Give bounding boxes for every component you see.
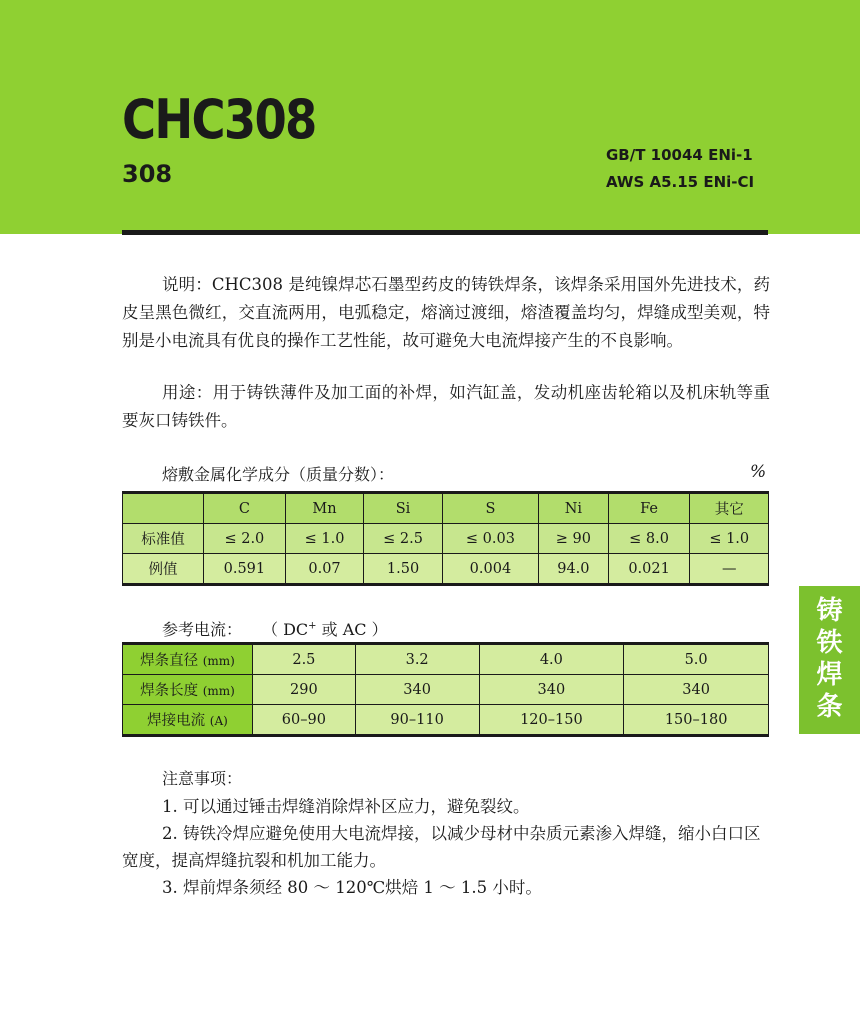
usage-paragraph <box>122 379 770 435</box>
description-paragraph <box>122 271 770 355</box>
table-cell: 90–110 <box>355 705 479 736</box>
table-cell: ≤ 8.0 <box>608 524 690 554</box>
row-label <box>123 675 253 705</box>
table-cell: ≥ 90 <box>539 524 609 554</box>
current-subtitle-sup: + <box>308 620 317 632</box>
row-label: 例值 <box>123 554 204 585</box>
header-banner <box>0 0 860 234</box>
composition-unit: % <box>750 462 767 482</box>
side-tab-char: 铁 <box>816 628 843 658</box>
row-label-unit: (mm) <box>202 654 235 668</box>
table-cell: 0.07 <box>285 554 364 585</box>
table-cell: 60–90 <box>253 705 356 736</box>
table-cell: 1.50 <box>364 554 443 585</box>
row-label-text: 焊条直径 <box>140 653 199 669</box>
table-cell: 0.591 <box>204 554 286 585</box>
table-row <box>123 705 769 736</box>
composition-col-header: C <box>204 493 286 524</box>
table-cell: 5.0 <box>624 644 769 675</box>
table-cell: ≤ 0.03 <box>442 524 538 554</box>
row-label-unit: (A) <box>209 714 228 728</box>
table-row <box>123 554 769 585</box>
table-cell: 120–150 <box>479 705 624 736</box>
table-cell: 340 <box>479 675 624 705</box>
table-row <box>123 675 769 705</box>
current-subtitle <box>262 617 388 640</box>
composition-col-header: Ni <box>539 493 609 524</box>
current-title: 参考电流： <box>162 620 243 639</box>
row-label: 标准值 <box>123 524 204 554</box>
current-subtitle-post: 或 AC ） <box>316 620 388 639</box>
usage-label: 用途： <box>162 383 213 402</box>
table-cell: — <box>690 554 769 585</box>
current-subtitle-pre: （ DC <box>262 620 309 639</box>
note-item: 3. 焊前焊条须经 80 ～ 120℃烘焙 1 ～ 1.5 小时。 <box>162 878 542 897</box>
standard-aws: AWS A5.15 ENi-CI <box>606 173 755 191</box>
note-item: 2. 铸铁冷焊应避免使用大电流焊接，以减少母材中杂质元素渗入焊缝，缩小白口区宽度，提高焊缝抗裂和机加工能力。 <box>122 824 761 870</box>
composition-col-header: 其它 <box>690 493 769 524</box>
table-cell: 3.2 <box>355 644 479 675</box>
header-rule <box>122 230 768 235</box>
note-item: 1. 可以通过锤击焊缝消除焊补区应力，避免裂纹。 <box>162 797 530 816</box>
table-cell: ≤ 2.5 <box>364 524 443 554</box>
table-cell: ≤ 1.0 <box>285 524 364 554</box>
composition-header-row <box>123 493 769 524</box>
table-cell: 94.0 <box>539 554 609 585</box>
side-tab-char: 焊 <box>816 660 843 690</box>
category-side-tab <box>799 586 860 734</box>
row-label <box>123 705 253 736</box>
composition-col-header: Fe <box>608 493 690 524</box>
description-label: 说明： <box>162 275 212 294</box>
table-cell: ≤ 1.0 <box>690 524 769 554</box>
description-text: CHC308 是纯镍焊芯石墨型药皮的铸铁焊条，该焊条采用国外先进技术，药皮呈黑色微红，交直流两用，电弧稳定，熔滴过渡细，熔渣覆盖均匀，焊缝成型美观，特别是小电流具有优良的操作工艺性能，故可避免大电流焊接产生的不良影响。 <box>122 275 770 350</box>
table-row <box>123 644 769 675</box>
composition-col-header: S <box>442 493 538 524</box>
composition-col-header: Mn <box>285 493 364 524</box>
table-cell: ≤ 2.0 <box>204 524 286 554</box>
row-label <box>123 644 253 675</box>
usage-text: 用于铸铁薄件及加工面的补焊，如汽缸盖，发动机座齿轮箱以及机床轨等重要灰口铸铁件。 <box>122 383 771 430</box>
composition-table <box>122 491 769 586</box>
row-label-unit: (mm) <box>202 684 235 698</box>
table-cell: 0.004 <box>442 554 538 585</box>
side-tab-char: 条 <box>816 692 843 722</box>
table-cell: 340 <box>624 675 769 705</box>
composition-col-header: Si <box>364 493 443 524</box>
table-row <box>123 524 769 554</box>
side-tab-char: 铸 <box>816 596 843 626</box>
table-cell: 4.0 <box>479 644 624 675</box>
current-table <box>122 642 769 737</box>
standard-gb: GB/T 10044 ENi-1 <box>606 146 753 164</box>
table-cell: 0.021 <box>608 554 690 585</box>
table-cell: 340 <box>355 675 479 705</box>
table-cell: 150–180 <box>624 705 769 736</box>
row-label-text: 焊接电流 <box>147 713 206 729</box>
table-cell: 290 <box>253 675 356 705</box>
row-label-text: 焊条长度 <box>140 683 199 699</box>
composition-corner-cell <box>123 493 204 524</box>
table-cell: 2.5 <box>253 644 356 675</box>
product-subtitle: 308 <box>122 160 173 188</box>
product-title: CHC308 <box>122 88 316 151</box>
notes-title: 注意事项： <box>162 769 243 788</box>
composition-title: 熔敷金属化学成分（质量分数）： <box>162 465 395 484</box>
